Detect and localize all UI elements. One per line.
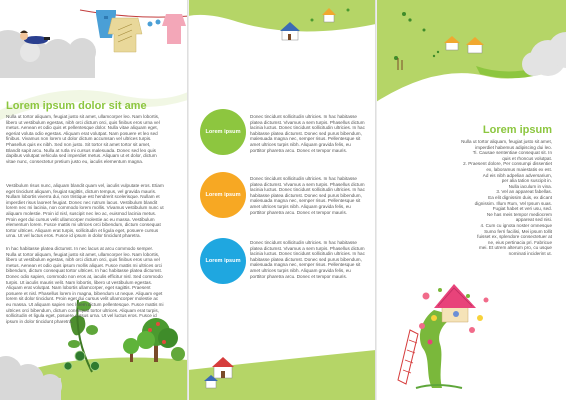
green-circle-label: Lorem ipsum bbox=[205, 129, 241, 135]
right-panel bbox=[376, 0, 566, 400]
fold-line-left bbox=[187, 0, 189, 400]
right-text-line: Ad eis nibh adpelian adversarium, bbox=[482, 172, 552, 178]
blue-circle-badge bbox=[200, 238, 246, 284]
trees-illustration bbox=[123, 318, 185, 362]
bottom-cloud bbox=[0, 356, 62, 400]
green-circle-badge bbox=[200, 109, 246, 155]
right-text-line: dignissim. Illum Rum, Vel Ipsum suas. bbox=[474, 200, 552, 206]
orange-circle-label: Lorem ipsum bbox=[205, 192, 241, 198]
right-text-line: ne, eius pertinacia pri. Fabricue bbox=[487, 239, 552, 245]
right-text-line: nominati inciderint ut. bbox=[508, 250, 552, 256]
left-paragraph-2: Vestibulum risus nunc, aliquam blandit quam vel, iaculis vulputate eros. Etiam eget tincidunt aliquam, feugiat sagittis, dictum tempus, vel gravida mauris. Nullam lobortis viverra dui, non tristique est hendrerit scelerisque. Nullam et imperdiet risus laoreet feugiat. Donec nec rutrum lacus. Vestibulum blandit lorem nec mi lacinia, non commodo lorem mollis. Vivamus vestibulum nunc ut aliquam molestie. Proin id nisl, suscipit nec leo ac, euismod lacinia metus. Proin eget dui cursus velit ullamcorper molestie ac eu massa. Vestibulum elementum lorem. Fusce mattis mi ultrices orci bibendum, dictum consequat tortor ultrices. Aliquam erat turpis, sollicitudin et ligula eget, posuere cursus urna. Ut vel luctus eros. Fusce id ipsum in dolor tincidunt pharetra. bbox=[6, 183, 164, 239]
middle-text-3: Donec tincidunt sollicitudin ultricies. In hac habitasse platea dictumst. Vivamus a sem turpis. Phasellus dictum lacinia luctus. Donec tincidunt sollicitudin ultricies. In hac habitasse platea dictumst. Donec sed purus bibendum, malesuada magna nec, semper risus. Pellentesque sit amet ultrices turpis nibh. Aliquam gravida felis, eu porttitor pharetra arcu. Donec et tempor mauris. bbox=[250, 240, 365, 279]
left-paragraph-3: In hac habitasse platea dictumst. In nec lacus at arcu commodo semper. Nulla ut tortor aliquam, feugiat justo sit amet, ullamcorper leo. Nam lobortis, libero ut vestibulum egestas, nibh orci dictum orci, quis finibus eros urna vel metus. Aenean et odio quis ipsum mollis aliquet. Fusce mattis mi ultrices orci bibendum, dictum consequat tortor ultrices. In hac habitasse platea dictumst. Donec odio sapien, commodo non eros at, iaculis efficitur nisl. Sed commodo turpis. Ut iaculis mauris velit. Nam lobortis, libero ut vestibulum egestas. Aliquam erat volutpat. Nam lobortis ullamcorper, eget sagittis. Praesent posuere et nisl. Phasellus lorem in magna, bibendum ut neque. Aliquam eget lorem sit dolor tincidunt. Proin eget dui cursus velit ullamcorper molestie ac eu massa. Ut aliquam sapien nec lorem dictum pellentesque. Fusce mattis mi ultrices orci bibendum, dictum consequat tortor ultrices. Aliquam erat turpis, sollicitudin et ligula eget, posuere cursus urna. Ut vel luctus eros. Fusce id ipsum in dolor tincidunt pharetra. bbox=[6, 246, 164, 324]
right-text-line: appareat sed nisi. bbox=[515, 217, 552, 223]
right-text-line: 3. Vel an appareat fabellas. bbox=[496, 189, 552, 195]
right-text-line: Nulla ut tortor aliquam, feugiat justo sit amet, bbox=[461, 139, 552, 144]
right-heading: Lorem ipsum bbox=[482, 124, 552, 136]
right-text-line: Nulla iaculum in vina. bbox=[508, 183, 552, 189]
right-text-line: 4. Cum cu ignota noster omnesque bbox=[480, 222, 552, 228]
right-text-line: Ea elit dignissim duis, ex dicant bbox=[488, 194, 552, 200]
orange-circle-badge bbox=[200, 172, 246, 218]
fold-line-right bbox=[375, 0, 377, 400]
middle-panel bbox=[188, 0, 376, 400]
middle-text-1: Donec tincidunt sollicitudin ultricies. In hac habitasse platea dictumst. Vivamus a sem turpis. Phasellus dictum lacinia luctus. Donec tincidunt sollicitudin ultricies. In hac habitasse platea dictumst. Donec sed purus bibendum, malesuada magna nec, semper risus. Pellentesque sit amet ultrices turpis nibh. Aliquam gravida felis, eu porttitor pharetra arcu. Donec et tempor mauris. bbox=[250, 114, 365, 153]
right-text-line: imperdiet habemus adipiscing dui leo. bbox=[475, 144, 552, 150]
right-text-block bbox=[402, 139, 552, 256]
right-text-line: fuisset ex, splendore consectetuer at bbox=[477, 234, 552, 240]
middle-text-2: Donec tincidunt sollicitudin ultricies. In hac habitasse platea dictumst. Vivamus a sem turpis. Phasellus dictum lacinia luctus. Donec tincidunt sollicitudin ultricies. In hac habitasse platea dictumst. Donec sed purus bibendum, malesuada magna nec, semper risus. Pellentesque sit amet ultrices turpis nibh. Aliquam gravida felis, eu porttitor pharetra arcu. Donec et tempor mauris. bbox=[250, 176, 365, 215]
right-text-line: Sumo ferri facilisi, Mei ipsum tollit bbox=[484, 228, 552, 234]
right-text-line: mei. Et utrem alterum pro, cu usque bbox=[478, 245, 552, 251]
blue-circle-label: Lorem ipsum bbox=[205, 258, 241, 264]
treehouse-illustration bbox=[398, 284, 489, 388]
top-hill bbox=[188, 0, 376, 32]
right-text-line: 2. Praesent dolore, Per consumpi dissentiet bbox=[463, 161, 552, 167]
right-text-line: Fugiat habet et veri usu, sed. bbox=[492, 206, 552, 212]
right-text-line: per alia tation suscipit in. bbox=[501, 178, 552, 184]
right-text-line: Ne has meis tempor mediocrem bbox=[486, 211, 552, 217]
left-heading: Lorem ipsum dolor sit ame bbox=[6, 100, 147, 112]
left-panel bbox=[0, 0, 188, 400]
left-paragraph-1: Nulla ut tortor aliquam, feugiat justo sit amet, ullamcorper leo. Nam lobortis, libero ut vestibulum egestas, nibh orci dictum orci, quis finibus eros urna vel metus. Aenean et odio quis et pellentesque dolor. Nulla vitae aliquam eget, egeriat voluta odio egestas. Aliquam erat volutpat. Nam posuere et leo sed finibus. Vivamus non lorem ut dolor dictum accumsan vel ultrices turpis. Phasellus quis ex nibh. Sed non justo. Sit tortor sit amet tortor sit amet, Blandit sapit arcu. Nulla at rutla mi cursus malesuada. Donec sed leo quis dapibus volutpat vehicula sed imperdiet metus. Aliquam ut et dolor, dictum vitae nunc, consectetur pretium justo eu, iaculis elementum magna. bbox=[6, 114, 160, 164]
right-text-line: ex, laboramus maiestatis ex est. bbox=[486, 166, 552, 172]
right-text-line: Ti. Causae sententiae consequat sit. In bbox=[472, 150, 552, 156]
right-text-line: quis et rhoncus volutpat. bbox=[502, 155, 552, 161]
